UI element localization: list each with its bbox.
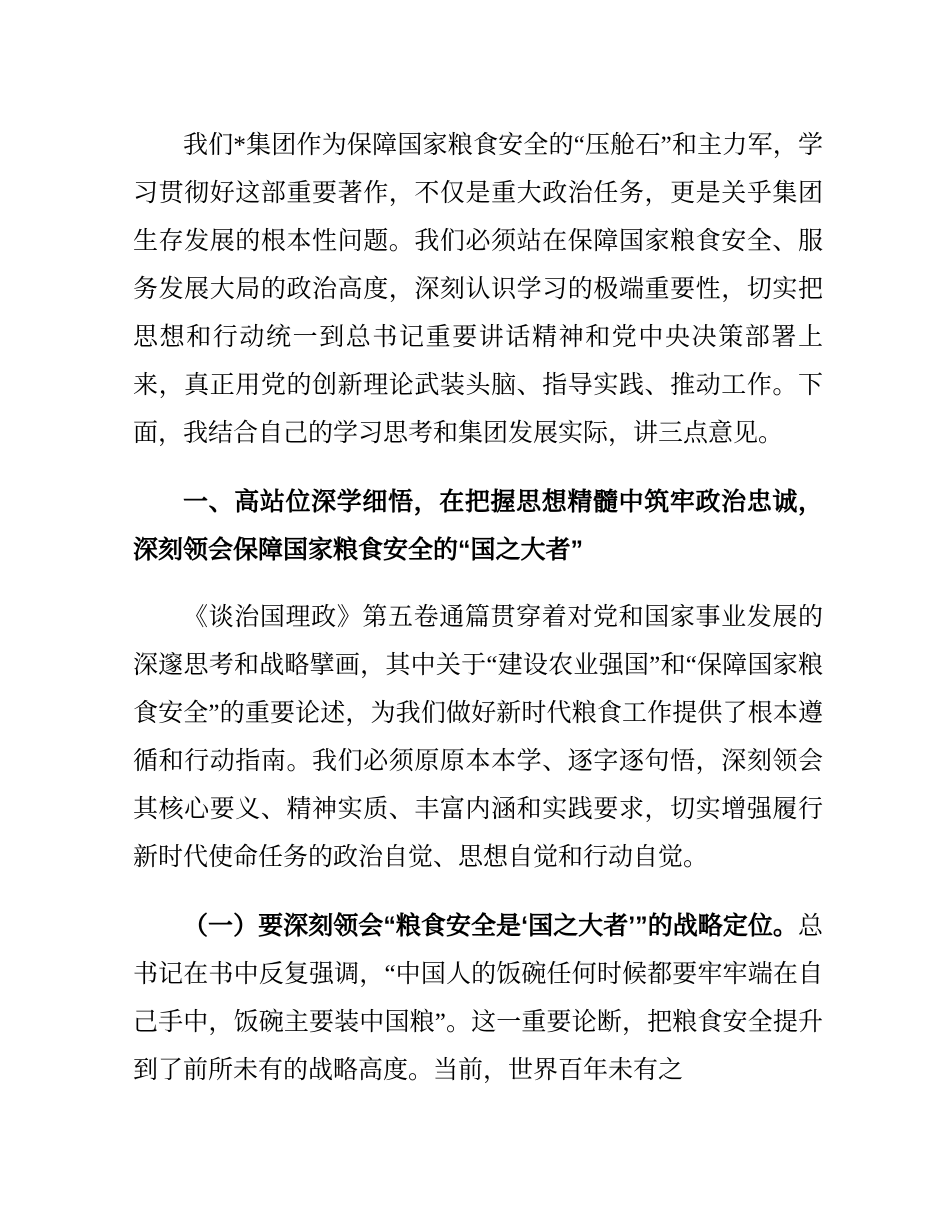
paragraph-subsection-1 <box>133 902 823 1095</box>
section-1-heading: 一、高站位深学细悟，在把握思想精髓中筑牢政治忠诚，深刻领会保障国家粮食安全的“国之大者” <box>133 488 823 564</box>
subsection-1-body-text: 总书记在书中反复强调，“中国人的饭碗任何时候都要牢牢端在自己手中，饭碗主要装中国粮”。这一重要论断，把粮食安全提升到了前所未有的战略高度。当前，世界百年未有之 <box>133 913 823 1084</box>
paragraph-intro: 我们*集团作为保障国家粮食安全的“压舱石”和主力军，学习贯彻好这部重要著作，不仅是重大政治任务，更是关乎集团生存发展的根本性问题。我们必须站在保障国家粮食安全、服务发展大局的政治高度，深刻认识学习的极端重要性，切实把思想和行动统一到总书记重要讲话精神和党中央决策部署上来，真正用党的创新理论武装头脑、指导实践、推动工作。下面，我结合自己的学习思考和集团发展实际，讲三点意见。 <box>133 132 823 447</box>
paragraph-section-1: 《谈治国理政》第五卷通篇贯穿着对党和国家事业发展的深邃思考和战略擘画，其中关于“建设农业强国”和“保障国家粮食安全”的重要论述，为我们做好新时代粮食工作提供了根本遵循和行动指南。我们必须原原本本学、逐字逐句悟，深刻领会其核心要义、精神实质、丰富内涵和实践要求，切实增强履行新时代使命任务的政治自觉、思想自觉和行动自觉。 <box>133 604 823 871</box>
subsection-1-bold-lead: （一）要深刻领会“粮食安全是‘国之大者’”的战略定位。 <box>183 912 798 940</box>
document-content <box>133 122 823 1115</box>
